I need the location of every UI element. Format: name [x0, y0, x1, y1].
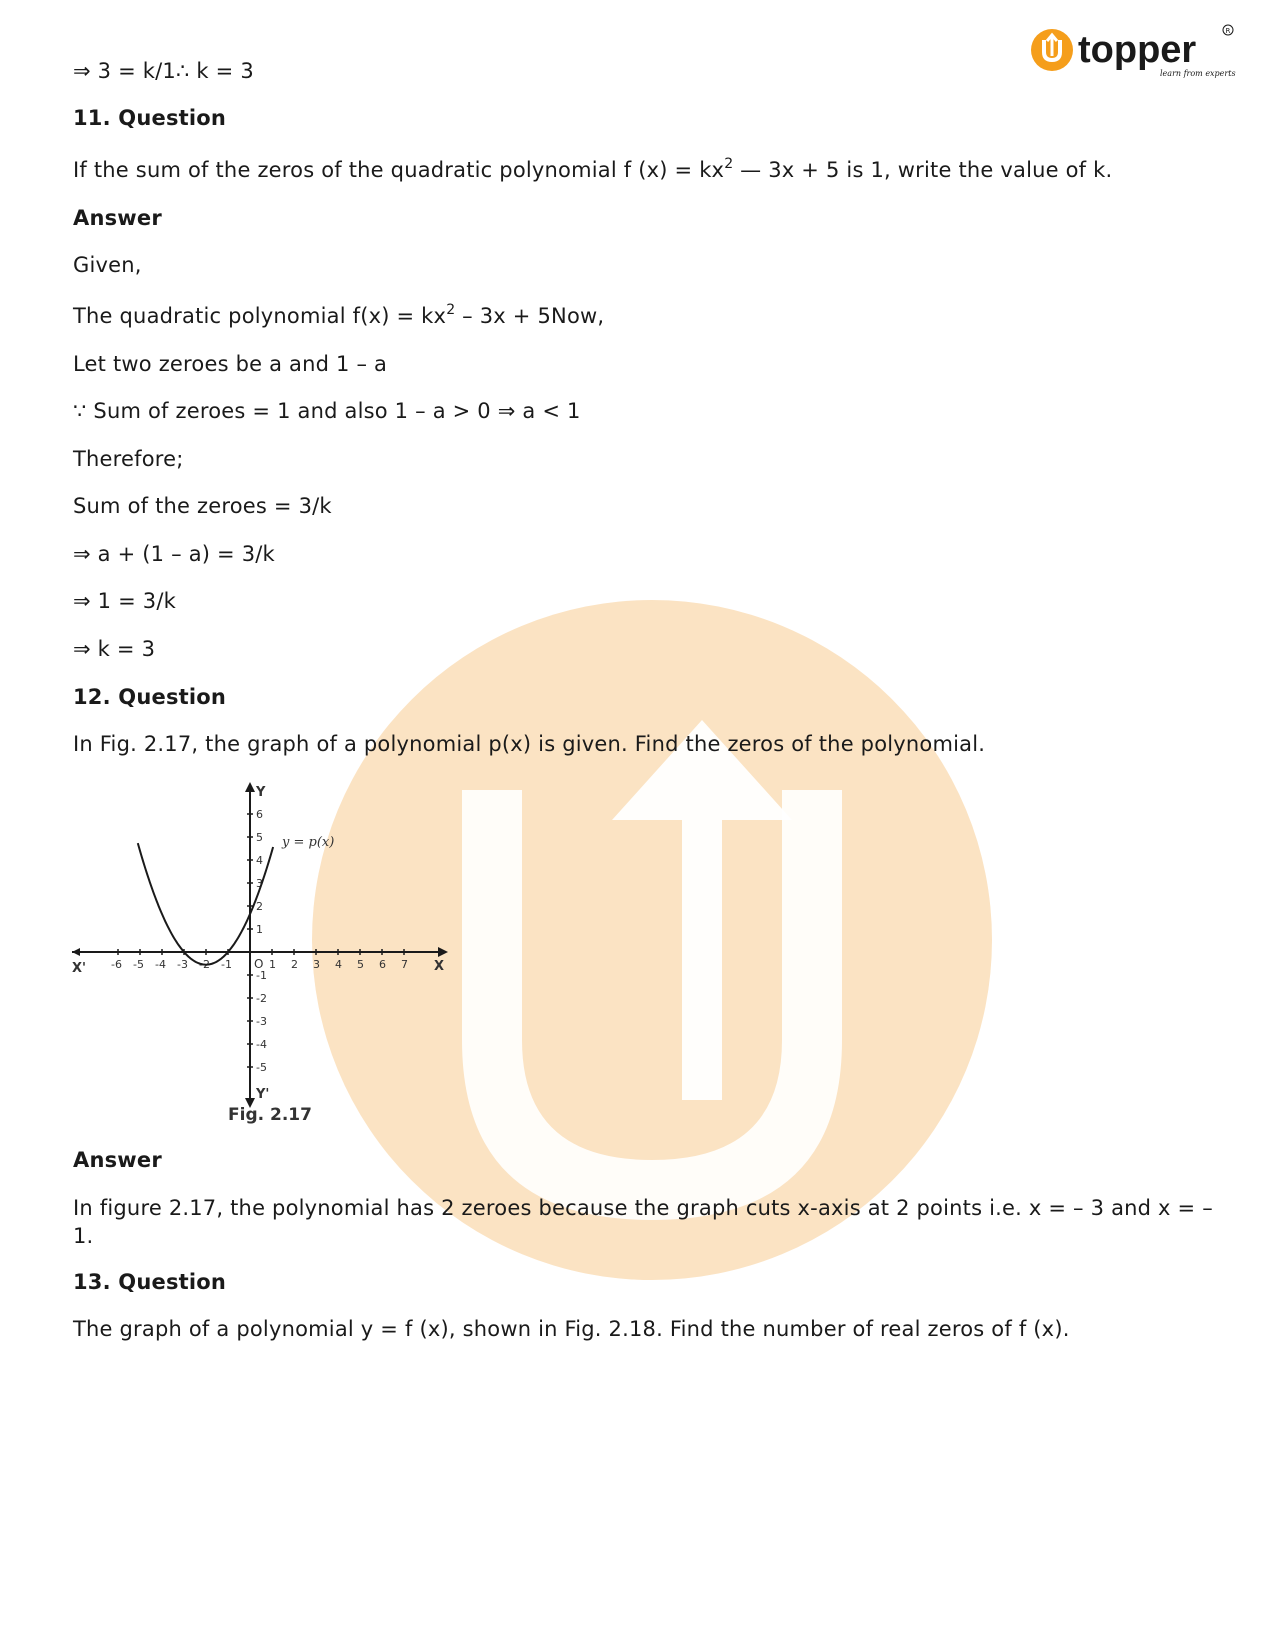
therefore-line: Therefore;	[73, 447, 184, 471]
answer-11-label: Answer	[73, 206, 162, 230]
given-line: Given,	[73, 253, 142, 277]
y-tick-label: 5	[256, 831, 263, 844]
y-tick-label: -4	[256, 1038, 267, 1051]
answer-12-label: Answer	[73, 1148, 162, 1172]
logo-wordmark: topper	[1078, 29, 1197, 71]
svg-text:R: R	[1225, 27, 1231, 35]
x-tick-label: 3	[313, 958, 320, 971]
x-tick-label: 7	[401, 958, 408, 971]
x-tick-label: -2	[199, 958, 210, 971]
x-tick-label: -3	[177, 958, 188, 971]
figure-caption: Fig. 2.17	[228, 1105, 312, 1125]
x-axis-arrow-icon	[438, 947, 448, 957]
x-axis-label: X	[434, 959, 445, 974]
x-tick-label: 4	[335, 958, 342, 971]
x-tick-label: -6	[111, 958, 122, 971]
y-axis-neg-label: Y'	[256, 1087, 270, 1102]
polynomial-line: The quadratic polynomial $f(x) = kx^2 - 3x + 5Now$,	[73, 302, 605, 328]
sum-condition-line: ∵ Sum of zeroes = 1 and also 1 – a > 0 ⇒ a < 1	[73, 399, 581, 423]
x-tick-label: 2	[291, 958, 298, 971]
y-tick-label: 3	[256, 877, 263, 890]
question-12-text: In Fig. 2.17, the graph of a polynomial p(x) is given. Find the zeros of the polynomial.	[73, 732, 986, 756]
curve-label: y = p(x)	[282, 835, 335, 850]
x-tick-label: 1	[269, 958, 276, 971]
let-zeroes-line: Let two zeroes be a and 1 – a	[73, 352, 388, 376]
question-13-title: 13. Question	[73, 1270, 227, 1294]
step-1-line: ⇒ a + (1 – a) = 3/k	[73, 542, 275, 566]
answer-12-text: In figure 2.17, the polynomial has 2 zeroes because the graph cuts x-axis at 2 points i.e. x = – 3 and x = – 1.	[73, 1196, 1213, 1248]
y-tick-label: 2	[256, 900, 263, 913]
y-axis-arrow-icon	[245, 782, 255, 792]
origin-label: O	[254, 957, 264, 971]
x-axis-neg-arrow-icon	[72, 948, 80, 956]
question-11-text: If the sum of the zeros of the quadratic polynomial f $(x) = kx^2$ — 3x + 5 is 1, write the value of k.	[73, 156, 1113, 182]
step-2-line: ⇒ 1 = 3/k	[73, 589, 176, 613]
x-tick-label: 5	[357, 958, 364, 971]
y-tick-label: 4	[256, 854, 263, 867]
previous-answer-line: ⇒ 3 = k/1∴ k = 3	[73, 59, 254, 83]
logo-tagline: learn from experts	[1160, 69, 1236, 78]
x-tick-label: -1	[221, 958, 232, 971]
polynomial-curve	[138, 843, 273, 965]
y-tick-label: -5	[256, 1061, 267, 1074]
step-3-line: ⇒ k = 3	[73, 637, 156, 661]
x-tick-label: -5	[133, 958, 144, 971]
brand-logo	[1030, 22, 1240, 92]
sum-equation-line: Sum of the zeroes = 3/k	[73, 494, 332, 518]
y-tick-label: -3	[256, 1015, 267, 1028]
question-11-title: 11. Question	[73, 106, 227, 130]
x-tick-label: 6	[379, 958, 386, 971]
y-tick-label: -2	[256, 992, 267, 1005]
x-tick-label: -4	[155, 958, 166, 971]
y-tick-label: 1	[256, 923, 263, 936]
graph-ticks	[111, 808, 408, 1074]
figure-2-17-graph	[70, 785, 470, 1190]
y-axis-label: Y	[256, 785, 266, 800]
question-13-text: The graph of a polynomial y = f (x), shown in Fig. 2.18. Find the number of real zeros of f (x).	[73, 1317, 1070, 1341]
y-tick-label: -1	[256, 969, 267, 982]
question-12-title: 12. Question	[73, 685, 227, 709]
y-tick-label: 6	[256, 808, 263, 821]
x-axis-neg-label: X'	[72, 961, 87, 976]
